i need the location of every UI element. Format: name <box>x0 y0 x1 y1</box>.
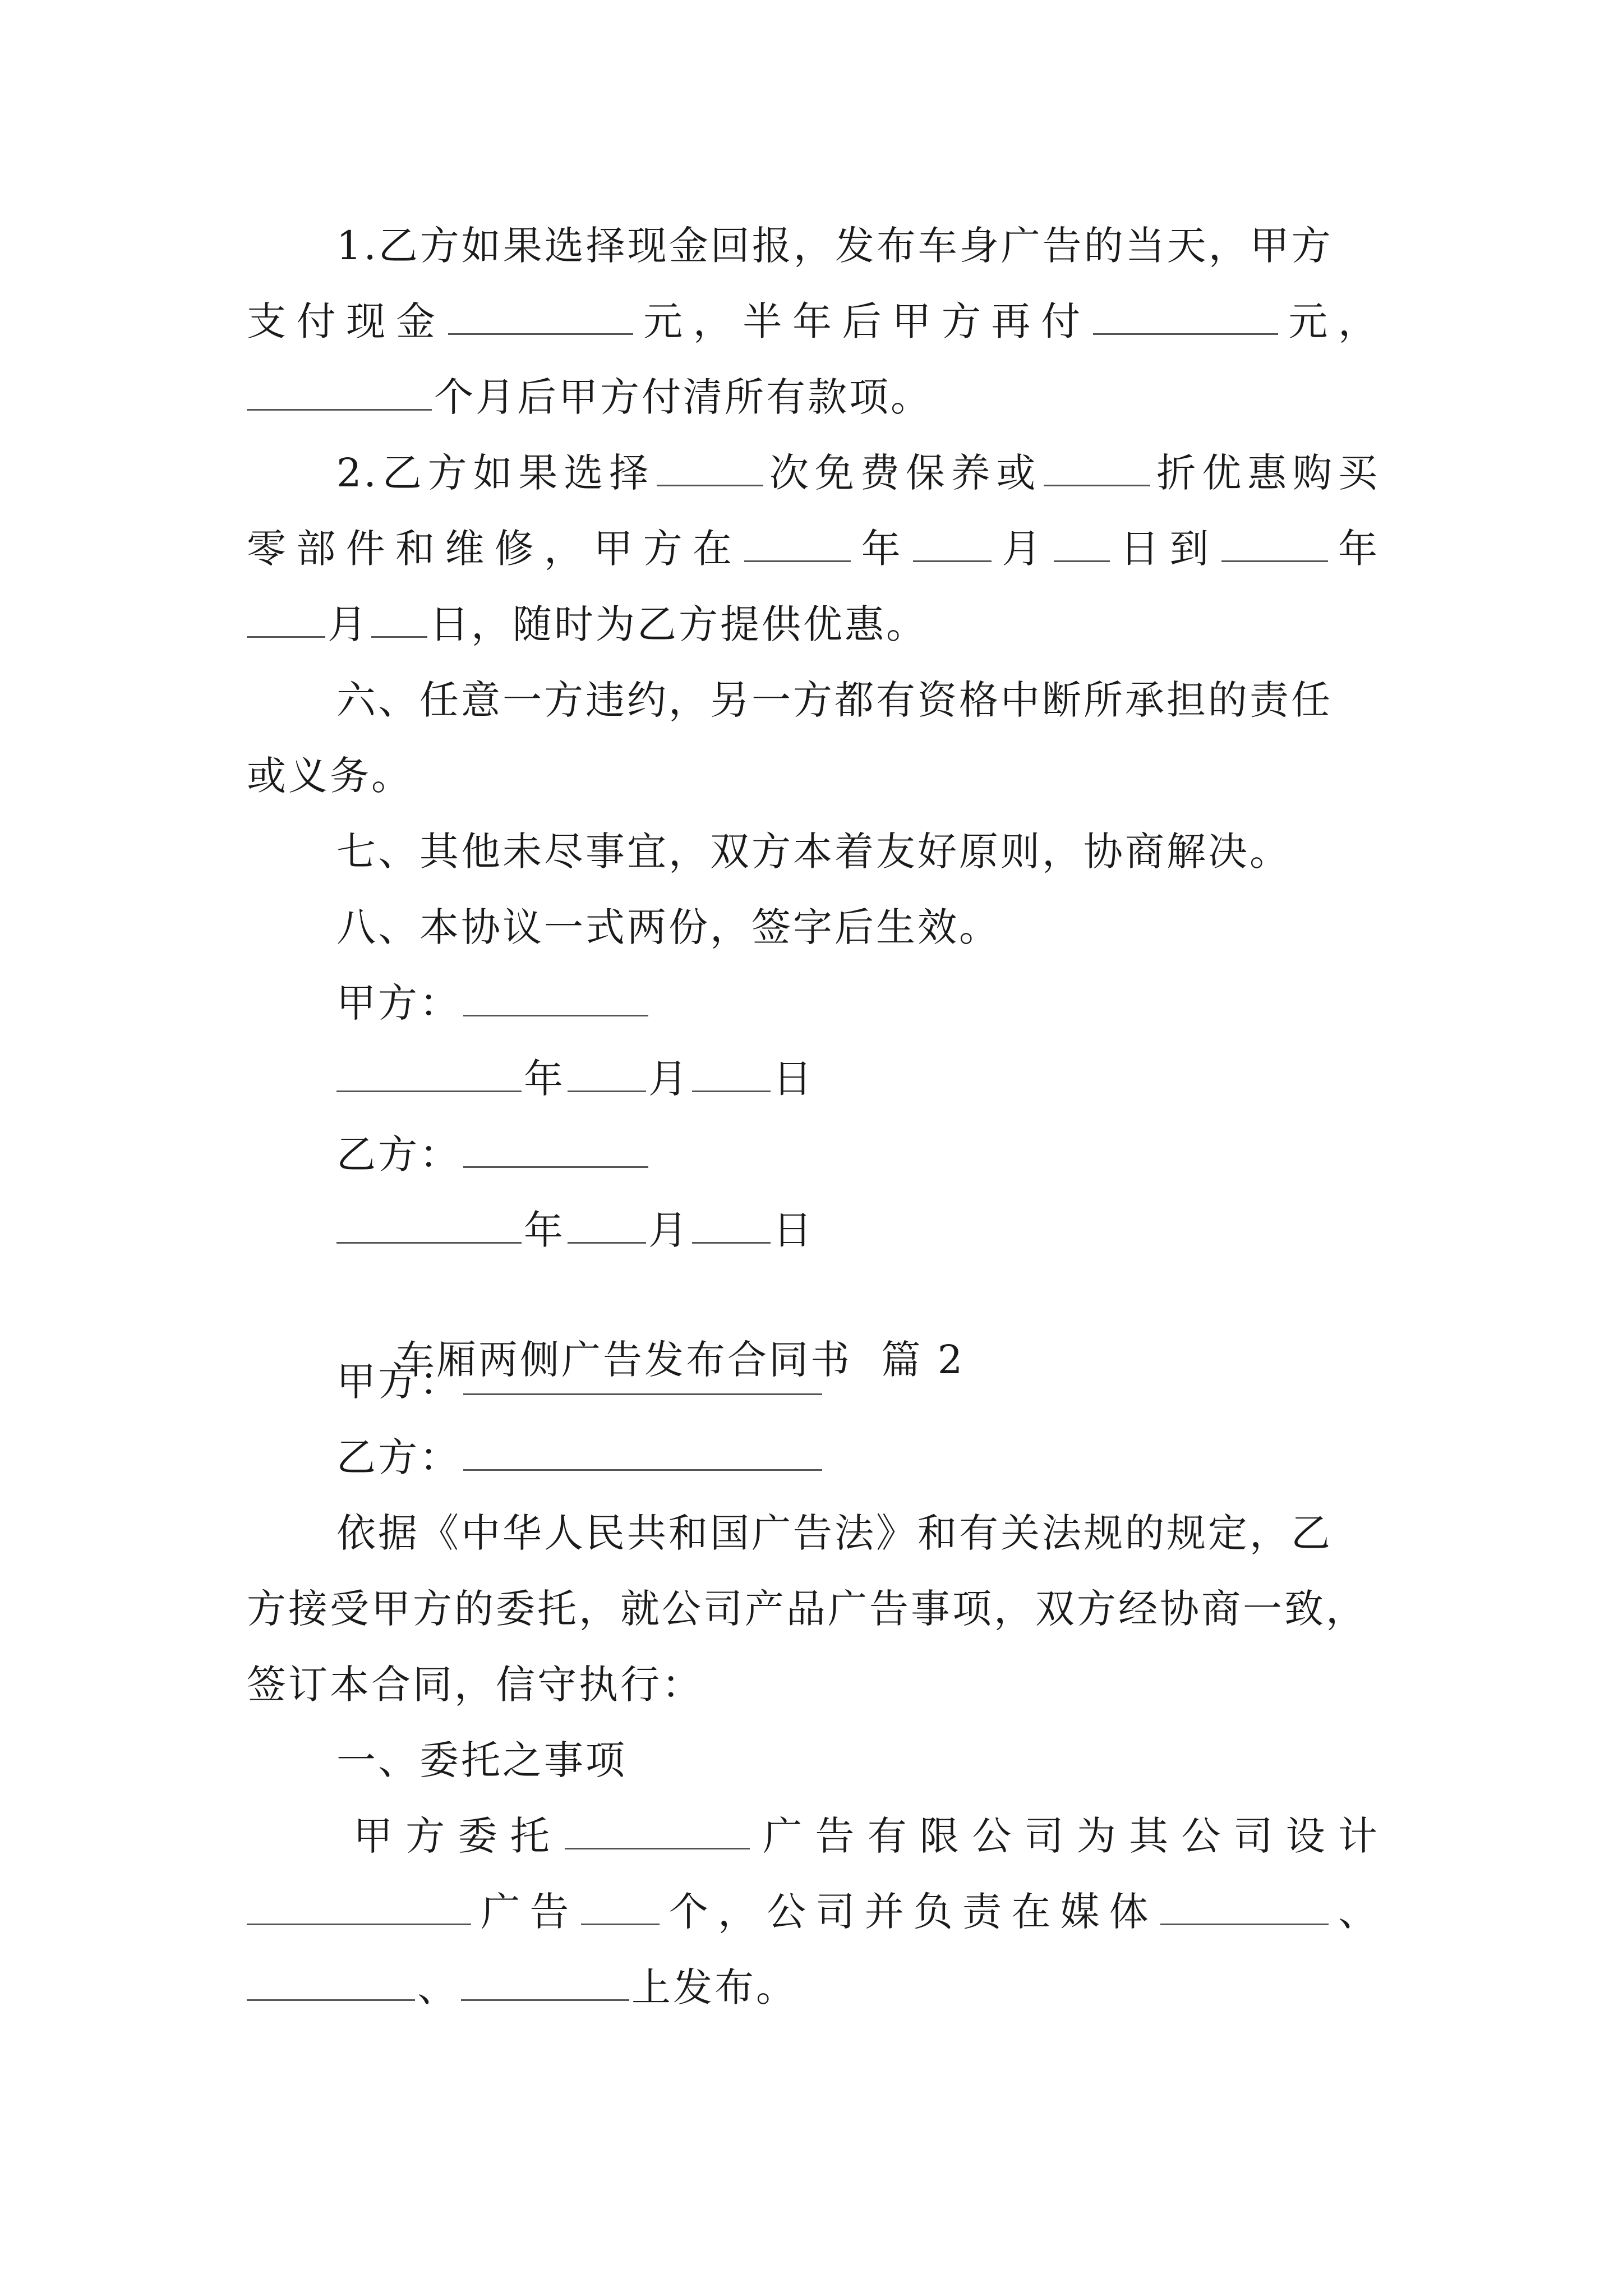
signature-party-b <box>336 1128 1380 1181</box>
clause-6-line-2 <box>247 749 1380 803</box>
item-1-line-3 <box>247 1961 1380 2014</box>
clause-6-text: 六、任意一方违约，另一方都有资格中断所承担的责任 <box>336 677 1332 723</box>
item-1-heading <box>336 1733 1380 1787</box>
party-a-blank[interactable] <box>463 1359 822 1395</box>
text-segment: 元， <box>1280 298 1380 344</box>
clause-1-line-3 <box>247 370 1380 424</box>
clause-6-text-cont: 或义务。 <box>247 753 413 799</box>
blank-field[interactable] <box>247 1889 471 1925</box>
party-b-label: 乙方： <box>336 1131 461 1177</box>
blank-field[interactable] <box>744 526 851 562</box>
party-a-label: 甲方： <box>336 980 461 1026</box>
clause-6-line-1 <box>336 673 1380 727</box>
text-segment: 、 <box>1330 1889 1380 1935</box>
text-segment: 月 <box>328 601 369 647</box>
year-label: 年 <box>524 1056 565 1102</box>
clause-1-line-1 <box>336 219 1380 273</box>
text-segment: 2.乙方如果选择 <box>336 450 655 496</box>
text-segment: 个月后甲方付清所有款项。 <box>434 374 932 420</box>
intro-text: 签订本合同，信守执行： <box>247 1662 703 1708</box>
clause-2-line-1 <box>336 446 1380 500</box>
clause-1-text: 1.乙方如果选择现金回报，发布车身广告的当天，甲方 <box>336 223 1333 269</box>
clause-7-text: 七、其他未尽事宜，双方本着友好原则，协商解决。 <box>336 829 1291 875</box>
blank-field[interactable] <box>247 1964 415 2001</box>
year-label: 年 <box>524 1207 565 1253</box>
clause-7 <box>336 825 1380 878</box>
item-1-line-1 <box>353 1809 1380 1863</box>
blank-field[interactable] <box>581 1889 660 1925</box>
text-segment: 日，随时为乙方提供优惠。 <box>430 601 928 647</box>
clause-2-line-3 <box>247 597 1380 651</box>
blank-field[interactable] <box>565 1813 750 1849</box>
party-b-blank[interactable] <box>463 1434 822 1471</box>
text-segment: 上发布。 <box>631 1964 797 2010</box>
blank-field[interactable] <box>913 526 992 562</box>
month-label: 月 <box>648 1056 690 1102</box>
s2-party-b <box>336 1430 1380 1484</box>
text-segment: 年 <box>1330 526 1380 572</box>
text-segment: 个，公司并负责在媒体 <box>661 1889 1158 1935</box>
day-blank[interactable] <box>692 1207 771 1244</box>
text-segment: 元，半年后甲方再付 <box>635 298 1091 344</box>
blank-field[interactable] <box>1093 298 1278 335</box>
section-title-text: 车厢两侧广告发布合同书 篇 2 <box>395 1337 965 1383</box>
text-segment: 月 <box>994 526 1052 572</box>
blank-field[interactable] <box>461 1964 629 2001</box>
party-a-label: 甲方： <box>336 1359 461 1405</box>
party-b-blank[interactable] <box>463 1131 648 1168</box>
intro-line-2 <box>247 1582 1380 1636</box>
blank-field[interactable] <box>1054 526 1110 562</box>
text-segment: 甲方委托 <box>353 1813 562 1859</box>
text-segment: 折优惠购买 <box>1152 450 1380 496</box>
month-label: 月 <box>648 1207 690 1253</box>
day-label: 日 <box>773 1056 814 1102</box>
blank-field[interactable] <box>371 601 427 638</box>
intro-text: 方接受甲方的委托，就公司产品广告事项，双方经协商一致， <box>247 1586 1367 1632</box>
s2-party-a <box>336 1355 1380 1409</box>
day-blank[interactable] <box>692 1056 771 1092</box>
blank-field[interactable] <box>247 601 325 638</box>
text-segment: 广告有限公司为其公司设计 <box>752 1813 1380 1859</box>
signature-date-a <box>336 1052 1380 1106</box>
clause-8 <box>336 900 1380 954</box>
year-blank[interactable] <box>336 1207 522 1244</box>
blank-field[interactable] <box>448 298 633 335</box>
blank-field[interactable] <box>1221 526 1328 562</box>
intro-line-3 <box>247 1658 1380 1711</box>
item-1-line-2 <box>247 1885 1380 1939</box>
party-b-label: 乙方： <box>336 1434 461 1480</box>
blank-field[interactable] <box>657 450 763 486</box>
text-segment: 、 <box>417 1964 459 2010</box>
blank-field[interactable] <box>1160 1889 1329 1925</box>
text-segment: 广告 <box>473 1889 579 1935</box>
signature-date-b <box>336 1203 1380 1257</box>
intro-text: 依据《中华人民共和国广告法》和有关法规的规定，乙 <box>336 1510 1332 1556</box>
clause-1-line-2 <box>247 295 1380 348</box>
party-a-blank[interactable] <box>463 980 648 1016</box>
text-segment: 次免费保养或 <box>766 450 1042 496</box>
blank-field[interactable] <box>247 374 432 411</box>
day-label: 日 <box>773 1207 814 1253</box>
month-blank[interactable] <box>568 1207 646 1244</box>
clause-2-line-2 <box>247 522 1380 576</box>
text-segment: 日到 <box>1112 526 1219 572</box>
year-blank[interactable] <box>336 1056 522 1092</box>
text-segment: 零部件和维修，甲方在 <box>247 526 743 572</box>
text-segment: 年 <box>853 526 911 572</box>
intro-line-1 <box>336 1506 1380 1560</box>
blank-field[interactable] <box>1044 450 1150 486</box>
item-1-text: 一、委托之事项 <box>336 1737 627 1783</box>
month-blank[interactable] <box>568 1056 646 1092</box>
clause-8-text: 八、本协议一式两份，签字后生效。 <box>336 904 1000 950</box>
signature-party-a <box>336 976 1380 1030</box>
text-segment: 支付现金 <box>247 298 446 344</box>
